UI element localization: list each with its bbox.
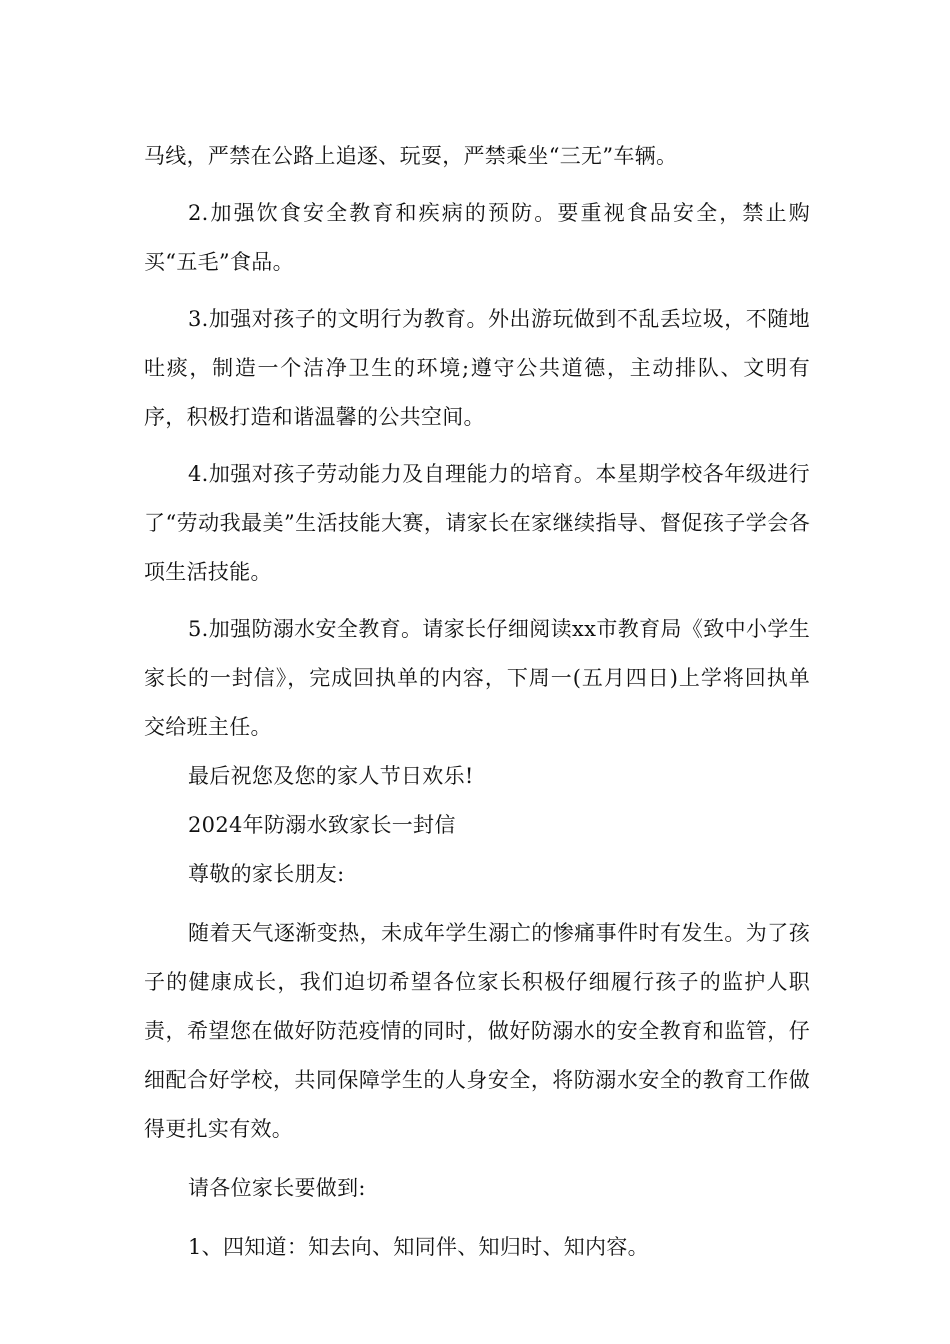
paragraph-letter-intro: 随着天气逐渐变热，未成年学生溺亡的惨痛事件时有发生。为了孩子的健康成长，我们迫切希望各位家长积极仔细履行孩子的监护人职责，希望您在做好防范疫情的同时，做好防溺水的安全教育和监管，仔细配合好学校，共同保障学生的人身安全，将防溺水安全的教育工作做得更扎实有效。: [144, 921, 810, 1141]
paragraph-item-2-food-safety: 2.加强饮食安全教育和疾病的预防。要重视食品安全，禁止购买“五毛”食品。: [144, 201, 810, 274]
paragraph-parents-should-do: 请各位家长要做到:: [188, 1176, 366, 1200]
paragraph-traffic-safety-continued: 马线，严禁在公路上追逐、玩耍，严禁乘坐“三无”车辆。: [144, 144, 678, 168]
paragraph-item-4-labor-ability: 4.加强对孩子劳动能力及自理能力的培育。本星期学校各年级进行了“劳动我最美”生活技能大赛，请家长在家继续指导、督促孩子学会各项生活技能。: [144, 462, 810, 584]
letter-title: 2024年防溺水致家长一封信: [188, 813, 456, 837]
paragraph-item-3-civilized-behavior: 3.加强对孩子的文明行为教育。外出游玩做到不乱丢垃圾，不随地吐痰，制造一个洁净卫生的环境;遵守公共道德，主动排队、文明有序，积极打造和谐温馨的公共空间。: [144, 307, 810, 429]
letter-salutation: 尊敬的家长朋友:: [188, 862, 345, 886]
paragraph-closing-wishes: 最后祝您及您的家人节日欢乐!: [188, 764, 474, 788]
paragraph-item-5-drowning-prevention: 5.加强防溺水安全教育。请家长仔细阅读xx市教育局《致中小学生家长的一封信》，完成回执单的内容，下周一(五月四日)上学将回执单交给班主任。: [144, 617, 810, 739]
document-body: [144, 132, 810, 1272]
paragraph-four-knows: 1、四知道：知去向、知同伴、知归时、知内容。: [188, 1235, 649, 1259]
